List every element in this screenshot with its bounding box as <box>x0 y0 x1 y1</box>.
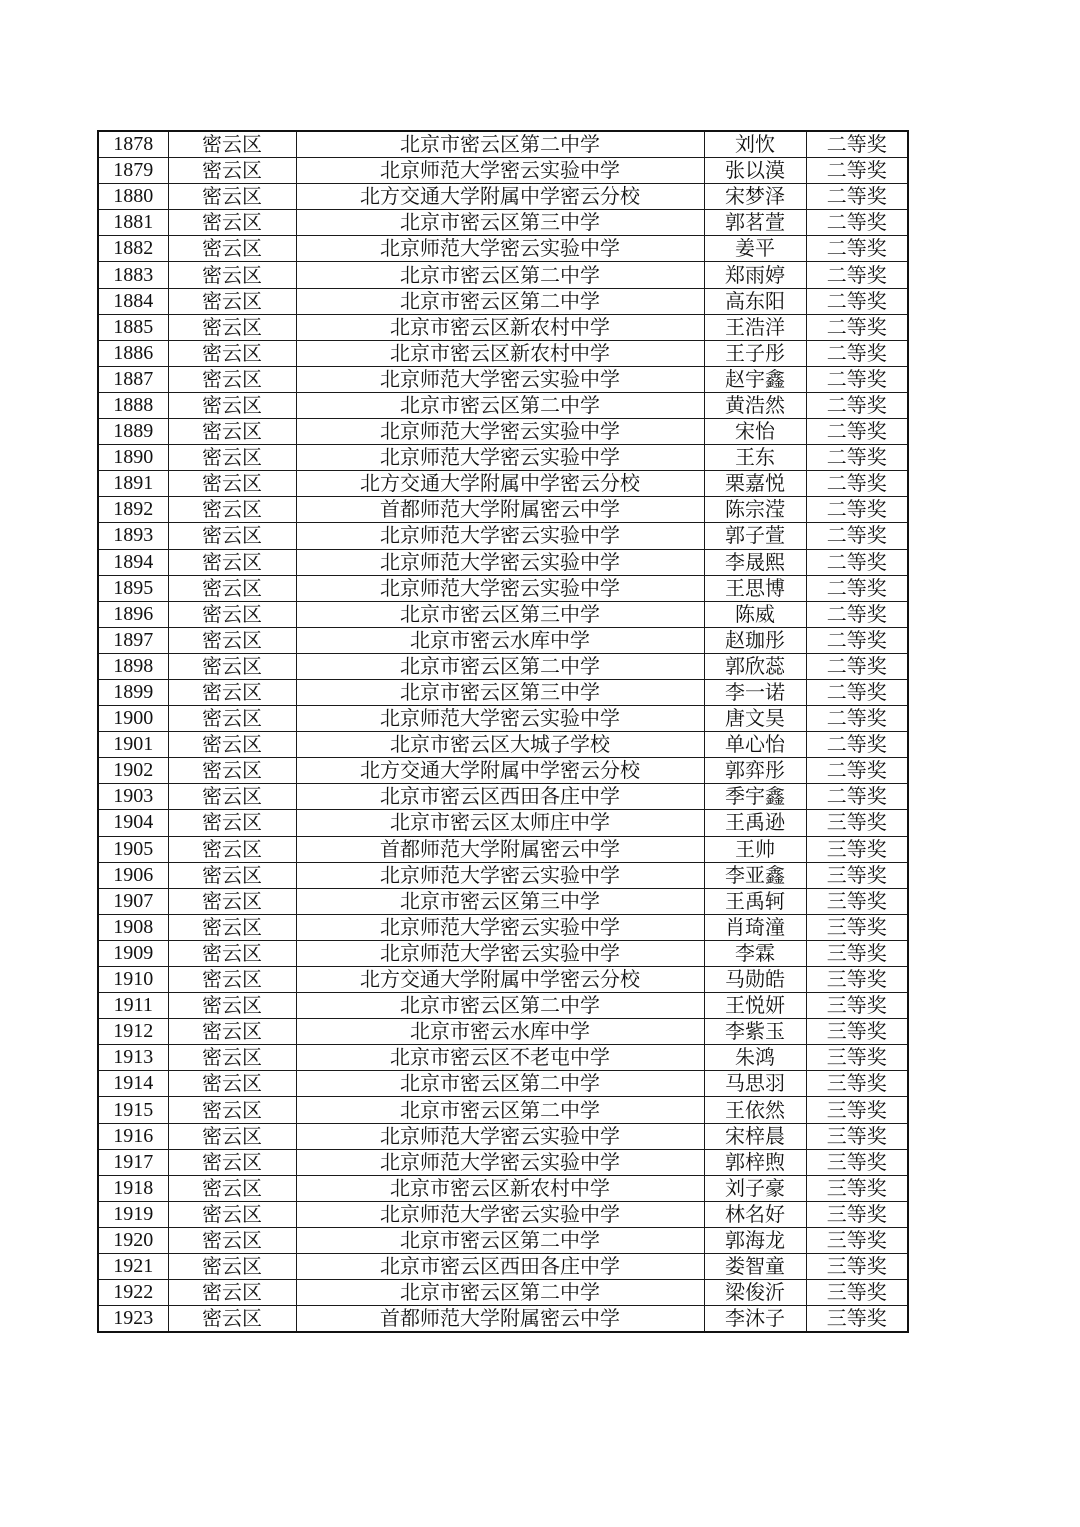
school-name-cell: 北京市密云区第二中学 <box>296 1071 704 1097</box>
student-name-cell: 刘子豪 <box>704 1175 806 1201</box>
award-list-sheet <box>97 130 907 1333</box>
award-table <box>97 130 909 1333</box>
district-cell: 密云区 <box>168 653 296 679</box>
table-row <box>98 967 908 993</box>
district-cell: 密云区 <box>168 1097 296 1123</box>
table-row <box>98 575 908 601</box>
table-row <box>98 340 908 366</box>
award-level-cell: 二等奖 <box>806 392 908 418</box>
student-name-cell: 季宇鑫 <box>704 784 806 810</box>
table-row <box>98 288 908 314</box>
district-cell: 密云区 <box>168 1280 296 1306</box>
student-name-cell: 林名好 <box>704 1201 806 1227</box>
district-cell: 密云区 <box>168 471 296 497</box>
award-level-cell: 二等奖 <box>806 679 908 705</box>
school-name-cell: 北方交通大学附属中学密云分校 <box>296 184 704 210</box>
row-number-cell: 1904 <box>98 810 168 836</box>
award-level-cell: 二等奖 <box>806 314 908 340</box>
award-level-cell: 三等奖 <box>806 940 908 966</box>
student-name-cell: 陈宗滢 <box>704 497 806 523</box>
award-level-cell: 三等奖 <box>806 836 908 862</box>
district-cell: 密云区 <box>168 523 296 549</box>
district-cell: 密云区 <box>168 914 296 940</box>
student-name-cell: 梁俊沂 <box>704 1280 806 1306</box>
row-number-cell: 1897 <box>98 627 168 653</box>
school-name-cell: 北京市密云区新农村中学 <box>296 1175 704 1201</box>
school-name-cell: 北京市密云区第三中学 <box>296 679 704 705</box>
student-name-cell: 王思博 <box>704 575 806 601</box>
student-name-cell: 李紫玉 <box>704 1019 806 1045</box>
district-cell: 密云区 <box>168 706 296 732</box>
table-row <box>98 1175 908 1201</box>
district-cell: 密云区 <box>168 1227 296 1253</box>
table-row <box>98 1071 908 1097</box>
row-number-cell: 1882 <box>98 236 168 262</box>
school-name-cell: 北京市密云区新农村中学 <box>296 340 704 366</box>
table-row <box>98 471 908 497</box>
row-number-cell: 1881 <box>98 210 168 236</box>
school-name-cell: 北京师范大学密云实验中学 <box>296 236 704 262</box>
district-cell: 密云区 <box>168 366 296 392</box>
school-name-cell: 北京市密云区第二中学 <box>296 993 704 1019</box>
table-row <box>98 914 908 940</box>
district-cell: 密云区 <box>168 575 296 601</box>
school-name-cell: 北京师范大学密云实验中学 <box>296 1201 704 1227</box>
award-level-cell: 三等奖 <box>806 1227 908 1253</box>
row-number-cell: 1894 <box>98 549 168 575</box>
district-cell: 密云区 <box>168 158 296 184</box>
student-name-cell: 马勋皓 <box>704 967 806 993</box>
award-table-body <box>98 131 908 1332</box>
award-level-cell: 三等奖 <box>806 1071 908 1097</box>
student-name-cell: 宋怡 <box>704 419 806 445</box>
row-number-cell: 1918 <box>98 1175 168 1201</box>
table-row <box>98 210 908 236</box>
district-cell: 密云区 <box>168 392 296 418</box>
school-name-cell: 北京市密云区第二中学 <box>296 392 704 418</box>
award-level-cell: 二等奖 <box>806 445 908 471</box>
table-row <box>98 810 908 836</box>
table-row <box>98 366 908 392</box>
school-name-cell: 北方交通大学附属中学密云分校 <box>296 758 704 784</box>
table-row <box>98 549 908 575</box>
student-name-cell: 郭梓煦 <box>704 1149 806 1175</box>
district-cell: 密云区 <box>168 1306 296 1333</box>
award-level-cell: 二等奖 <box>806 158 908 184</box>
student-name-cell: 朱鸿 <box>704 1045 806 1071</box>
row-number-cell: 1905 <box>98 836 168 862</box>
award-level-cell: 二等奖 <box>806 653 908 679</box>
student-name-cell: 郑雨婷 <box>704 262 806 288</box>
row-number-cell: 1907 <box>98 888 168 914</box>
school-name-cell: 北京市密云水库中学 <box>296 627 704 653</box>
district-cell: 密云区 <box>168 1045 296 1071</box>
school-name-cell: 北京市密云区不老屯中学 <box>296 1045 704 1071</box>
table-row <box>98 1280 908 1306</box>
table-row <box>98 601 908 627</box>
row-number-cell: 1898 <box>98 653 168 679</box>
student-name-cell: 李沐子 <box>704 1306 806 1333</box>
row-number-cell: 1922 <box>98 1280 168 1306</box>
award-level-cell: 二等奖 <box>806 601 908 627</box>
student-name-cell: 李亚鑫 <box>704 862 806 888</box>
student-name-cell: 赵宇鑫 <box>704 366 806 392</box>
row-number-cell: 1888 <box>98 392 168 418</box>
district-cell: 密云区 <box>168 210 296 236</box>
school-name-cell: 首都师范大学附属密云中学 <box>296 1306 704 1333</box>
school-name-cell: 北京师范大学密云实验中学 <box>296 940 704 966</box>
row-number-cell: 1883 <box>98 262 168 288</box>
award-level-cell: 三等奖 <box>806 810 908 836</box>
district-cell: 密云区 <box>168 1254 296 1280</box>
row-number-cell: 1908 <box>98 914 168 940</box>
row-number-cell: 1915 <box>98 1097 168 1123</box>
table-row <box>98 679 908 705</box>
district-cell: 密云区 <box>168 445 296 471</box>
row-number-cell: 1921 <box>98 1254 168 1280</box>
row-number-cell: 1890 <box>98 445 168 471</box>
award-level-cell: 二等奖 <box>806 210 908 236</box>
table-row <box>98 706 908 732</box>
table-row <box>98 1306 908 1333</box>
award-level-cell: 三等奖 <box>806 914 908 940</box>
student-name-cell: 陈威 <box>704 601 806 627</box>
table-row <box>98 419 908 445</box>
table-row <box>98 445 908 471</box>
table-row <box>98 784 908 810</box>
school-name-cell: 北京师范大学密云实验中学 <box>296 1123 704 1149</box>
row-number-cell: 1893 <box>98 523 168 549</box>
table-row <box>98 1254 908 1280</box>
row-number-cell: 1903 <box>98 784 168 810</box>
row-number-cell: 1879 <box>98 158 168 184</box>
school-name-cell: 北京市密云区西田各庄中学 <box>296 784 704 810</box>
award-level-cell: 二等奖 <box>806 366 908 392</box>
district-cell: 密云区 <box>168 184 296 210</box>
student-name-cell: 王浩洋 <box>704 314 806 340</box>
school-name-cell: 北京师范大学密云实验中学 <box>296 706 704 732</box>
award-level-cell: 三等奖 <box>806 967 908 993</box>
school-name-cell: 北京市密云区太师庄中学 <box>296 810 704 836</box>
district-cell: 密云区 <box>168 1019 296 1045</box>
school-name-cell: 北京市密云区第二中学 <box>296 262 704 288</box>
district-cell: 密云区 <box>168 288 296 314</box>
student-name-cell: 栗嘉悦 <box>704 471 806 497</box>
school-name-cell: 北京师范大学密云实验中学 <box>296 419 704 445</box>
award-level-cell: 二等奖 <box>806 236 908 262</box>
student-name-cell: 马思羽 <box>704 1071 806 1097</box>
school-name-cell: 北京师范大学密云实验中学 <box>296 158 704 184</box>
row-number-cell: 1878 <box>98 131 168 158</box>
district-cell: 密云区 <box>168 810 296 836</box>
district-cell: 密云区 <box>168 262 296 288</box>
student-name-cell: 唐文昊 <box>704 706 806 732</box>
district-cell: 密云区 <box>168 784 296 810</box>
school-name-cell: 北京市密云区新农村中学 <box>296 314 704 340</box>
student-name-cell: 王子彤 <box>704 340 806 366</box>
table-row <box>98 314 908 340</box>
district-cell: 密云区 <box>168 888 296 914</box>
table-row <box>98 732 908 758</box>
award-level-cell: 三等奖 <box>806 993 908 1019</box>
award-level-cell: 二等奖 <box>806 706 908 732</box>
student-name-cell: 王禹轲 <box>704 888 806 914</box>
award-level-cell: 二等奖 <box>806 575 908 601</box>
school-name-cell: 北京师范大学密云实验中学 <box>296 549 704 575</box>
row-number-cell: 1910 <box>98 967 168 993</box>
award-level-cell: 三等奖 <box>806 1019 908 1045</box>
district-cell: 密云区 <box>168 1201 296 1227</box>
table-row <box>98 158 908 184</box>
school-name-cell: 北京师范大学密云实验中学 <box>296 1149 704 1175</box>
student-name-cell: 王禹逊 <box>704 810 806 836</box>
district-cell: 密云区 <box>168 967 296 993</box>
school-name-cell: 北京市密云区第二中学 <box>296 1280 704 1306</box>
school-name-cell: 北京市密云区西田各庄中学 <box>296 1254 704 1280</box>
award-level-cell: 三等奖 <box>806 1201 908 1227</box>
row-number-cell: 1887 <box>98 366 168 392</box>
award-level-cell: 三等奖 <box>806 1149 908 1175</box>
award-level-cell: 三等奖 <box>806 1306 908 1333</box>
table-row <box>98 262 908 288</box>
student-name-cell: 郭海龙 <box>704 1227 806 1253</box>
district-cell: 密云区 <box>168 679 296 705</box>
table-row <box>98 392 908 418</box>
award-level-cell: 二等奖 <box>806 784 908 810</box>
award-level-cell: 二等奖 <box>806 262 908 288</box>
district-cell: 密云区 <box>168 601 296 627</box>
school-name-cell: 北京市密云区第三中学 <box>296 601 704 627</box>
school-name-cell: 北京师范大学密云实验中学 <box>296 366 704 392</box>
row-number-cell: 1902 <box>98 758 168 784</box>
school-name-cell: 北京市密云区大城子学校 <box>296 732 704 758</box>
school-name-cell: 北京师范大学密云实验中学 <box>296 575 704 601</box>
table-row <box>98 888 908 914</box>
row-number-cell: 1913 <box>98 1045 168 1071</box>
school-name-cell: 北京市密云区第三中学 <box>296 210 704 236</box>
award-level-cell: 三等奖 <box>806 1097 908 1123</box>
award-level-cell: 三等奖 <box>806 862 908 888</box>
student-name-cell: 张以漠 <box>704 158 806 184</box>
award-level-cell: 二等奖 <box>806 627 908 653</box>
row-number-cell: 1896 <box>98 601 168 627</box>
table-row <box>98 523 908 549</box>
school-name-cell: 北京市密云区第三中学 <box>296 888 704 914</box>
student-name-cell: 李晟熙 <box>704 549 806 575</box>
school-name-cell: 北方交通大学附属中学密云分校 <box>296 471 704 497</box>
school-name-cell: 北京师范大学密云实验中学 <box>296 445 704 471</box>
table-row <box>98 1227 908 1253</box>
student-name-cell: 王依然 <box>704 1097 806 1123</box>
award-level-cell: 二等奖 <box>806 131 908 158</box>
table-row <box>98 1149 908 1175</box>
school-name-cell: 北京市密云水库中学 <box>296 1019 704 1045</box>
row-number-cell: 1919 <box>98 1201 168 1227</box>
row-number-cell: 1906 <box>98 862 168 888</box>
student-name-cell: 姜平 <box>704 236 806 262</box>
school-name-cell: 北京师范大学密云实验中学 <box>296 914 704 940</box>
row-number-cell: 1885 <box>98 314 168 340</box>
row-number-cell: 1912 <box>98 1019 168 1045</box>
row-number-cell: 1914 <box>98 1071 168 1097</box>
award-level-cell: 二等奖 <box>806 758 908 784</box>
row-number-cell: 1891 <box>98 471 168 497</box>
student-name-cell: 郭茗萱 <box>704 210 806 236</box>
table-row <box>98 993 908 1019</box>
award-level-cell: 三等奖 <box>806 1123 908 1149</box>
table-row <box>98 758 908 784</box>
school-name-cell: 北京市密云区第二中学 <box>296 653 704 679</box>
award-level-cell: 二等奖 <box>806 523 908 549</box>
row-number-cell: 1911 <box>98 993 168 1019</box>
district-cell: 密云区 <box>168 758 296 784</box>
school-name-cell: 北方交通大学附属中学密云分校 <box>296 967 704 993</box>
award-level-cell: 二等奖 <box>806 184 908 210</box>
table-row <box>98 836 908 862</box>
school-name-cell: 北京市密云区第二中学 <box>296 1097 704 1123</box>
student-name-cell: 娄智童 <box>704 1254 806 1280</box>
school-name-cell: 北京师范大学密云实验中学 <box>296 862 704 888</box>
school-name-cell: 北京市密云区第二中学 <box>296 131 704 158</box>
student-name-cell: 李一诺 <box>704 679 806 705</box>
district-cell: 密云区 <box>168 131 296 158</box>
table-row <box>98 184 908 210</box>
district-cell: 密云区 <box>168 1175 296 1201</box>
row-number-cell: 1892 <box>98 497 168 523</box>
student-name-cell: 高东阳 <box>704 288 806 314</box>
row-number-cell: 1895 <box>98 575 168 601</box>
school-name-cell: 北京师范大学密云实验中学 <box>296 523 704 549</box>
student-name-cell: 王东 <box>704 445 806 471</box>
district-cell: 密云区 <box>168 836 296 862</box>
row-number-cell: 1916 <box>98 1123 168 1149</box>
school-name-cell: 北京市密云区第二中学 <box>296 288 704 314</box>
school-name-cell: 首都师范大学附属密云中学 <box>296 836 704 862</box>
district-cell: 密云区 <box>168 627 296 653</box>
district-cell: 密云区 <box>168 497 296 523</box>
student-name-cell: 郭欣蕊 <box>704 653 806 679</box>
student-name-cell: 宋梓晨 <box>704 1123 806 1149</box>
award-level-cell: 二等奖 <box>806 549 908 575</box>
student-name-cell: 李霖 <box>704 940 806 966</box>
district-cell: 密云区 <box>168 732 296 758</box>
student-name-cell: 赵珈彤 <box>704 627 806 653</box>
row-number-cell: 1889 <box>98 419 168 445</box>
award-level-cell: 三等奖 <box>806 1045 908 1071</box>
table-row <box>98 653 908 679</box>
row-number-cell: 1880 <box>98 184 168 210</box>
row-number-cell: 1909 <box>98 940 168 966</box>
student-name-cell: 黄浩然 <box>704 392 806 418</box>
row-number-cell: 1899 <box>98 679 168 705</box>
table-row <box>98 1097 908 1123</box>
award-level-cell: 二等奖 <box>806 497 908 523</box>
district-cell: 密云区 <box>168 549 296 575</box>
row-number-cell: 1886 <box>98 340 168 366</box>
award-level-cell: 二等奖 <box>806 288 908 314</box>
district-cell: 密云区 <box>168 1149 296 1175</box>
student-name-cell: 宋梦泽 <box>704 184 806 210</box>
district-cell: 密云区 <box>168 340 296 366</box>
award-level-cell: 二等奖 <box>806 340 908 366</box>
award-level-cell: 二等奖 <box>806 471 908 497</box>
award-level-cell: 三等奖 <box>806 1254 908 1280</box>
table-row <box>98 1123 908 1149</box>
district-cell: 密云区 <box>168 940 296 966</box>
table-row <box>98 131 908 158</box>
table-row <box>98 1045 908 1071</box>
student-name-cell: 郭子萱 <box>704 523 806 549</box>
district-cell: 密云区 <box>168 1071 296 1097</box>
table-row <box>98 497 908 523</box>
district-cell: 密云区 <box>168 314 296 340</box>
award-level-cell: 三等奖 <box>806 1280 908 1306</box>
table-row <box>98 1201 908 1227</box>
student-name-cell: 肖琦潼 <box>704 914 806 940</box>
district-cell: 密云区 <box>168 419 296 445</box>
row-number-cell: 1923 <box>98 1306 168 1333</box>
table-row <box>98 940 908 966</box>
award-level-cell: 三等奖 <box>806 1175 908 1201</box>
student-name-cell: 刘忺 <box>704 131 806 158</box>
table-row <box>98 862 908 888</box>
table-row <box>98 236 908 262</box>
student-name-cell: 王帅 <box>704 836 806 862</box>
award-level-cell: 二等奖 <box>806 419 908 445</box>
row-number-cell: 1901 <box>98 732 168 758</box>
student-name-cell: 郭弈彤 <box>704 758 806 784</box>
school-name-cell: 首都师范大学附属密云中学 <box>296 497 704 523</box>
row-number-cell: 1920 <box>98 1227 168 1253</box>
district-cell: 密云区 <box>168 1123 296 1149</box>
award-level-cell: 二等奖 <box>806 732 908 758</box>
row-number-cell: 1917 <box>98 1149 168 1175</box>
school-name-cell: 北京市密云区第二中学 <box>296 1227 704 1253</box>
district-cell: 密云区 <box>168 236 296 262</box>
row-number-cell: 1884 <box>98 288 168 314</box>
row-number-cell: 1900 <box>98 706 168 732</box>
award-level-cell: 三等奖 <box>806 888 908 914</box>
table-row <box>98 627 908 653</box>
district-cell: 密云区 <box>168 862 296 888</box>
table-row <box>98 1019 908 1045</box>
district-cell: 密云区 <box>168 993 296 1019</box>
student-name-cell: 单心怡 <box>704 732 806 758</box>
student-name-cell: 王悦妍 <box>704 993 806 1019</box>
